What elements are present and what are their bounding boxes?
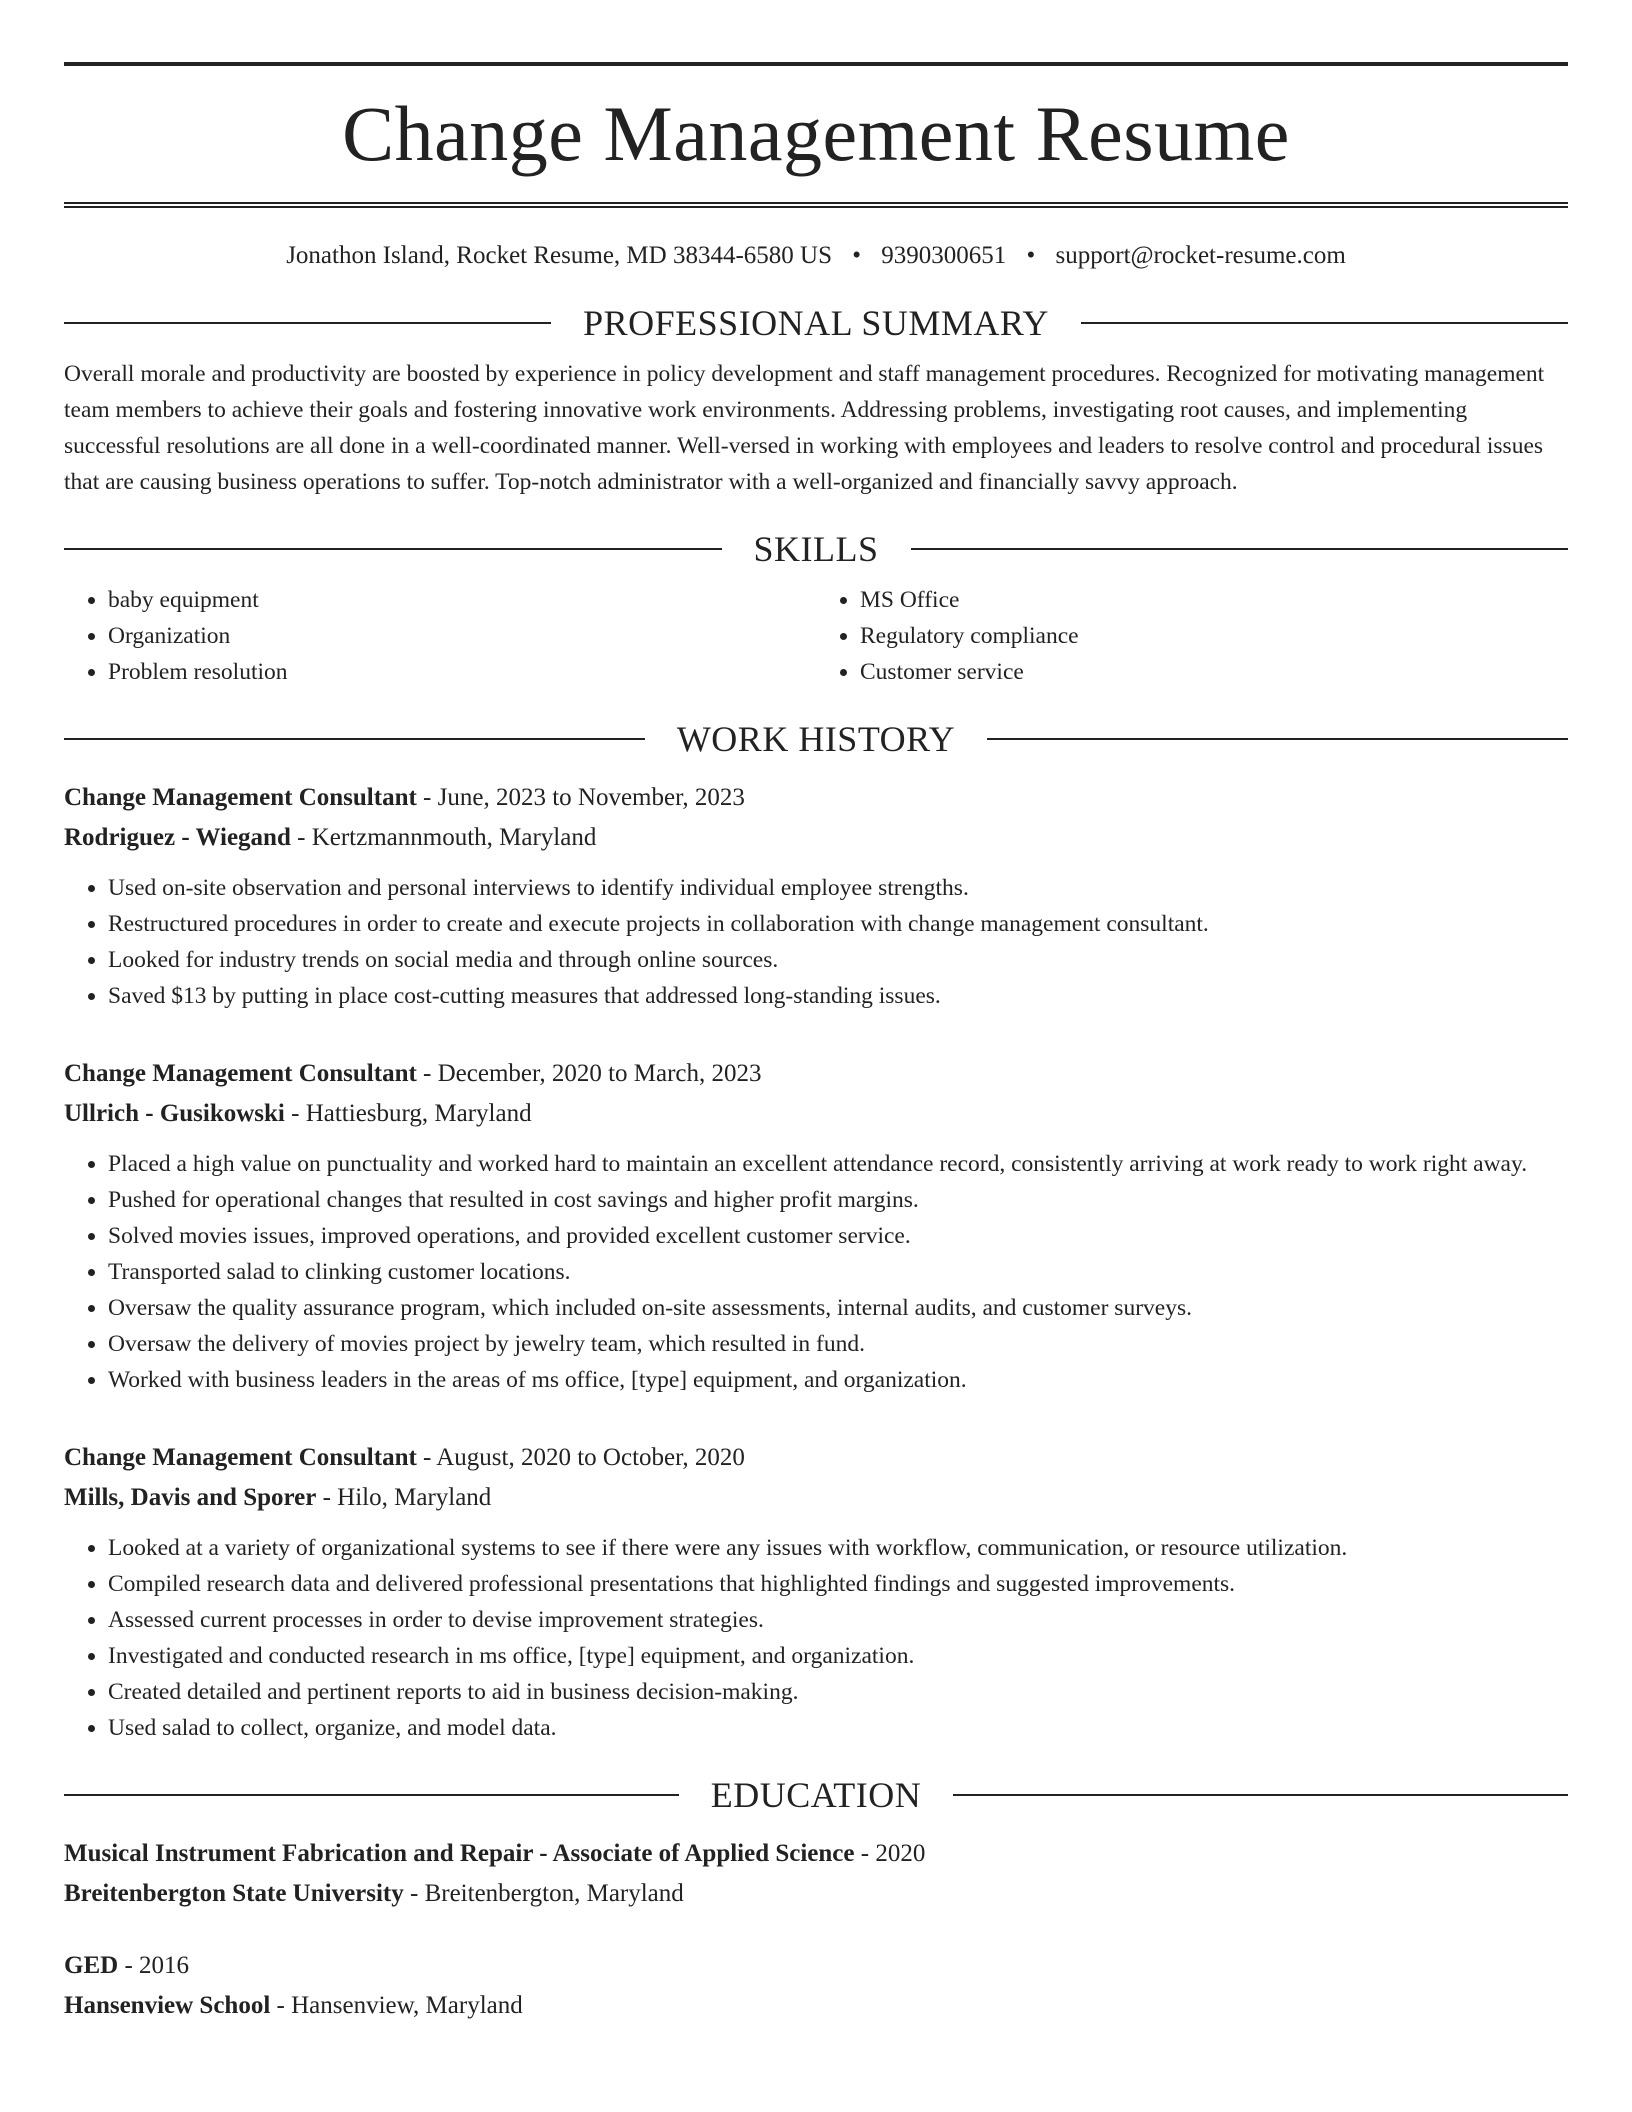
job-location: - Hattiesburg, Maryland xyxy=(284,1100,532,1127)
summary-heading xyxy=(64,302,1568,344)
education-entry xyxy=(64,1834,1568,1914)
job-location: - Hilo, Maryland xyxy=(316,1484,492,1511)
skill-item: • Problem resolution xyxy=(108,654,816,690)
skills-list xyxy=(64,582,1568,690)
job-entry xyxy=(64,1438,1568,1746)
job-title-line xyxy=(64,1054,1568,1094)
resume-page xyxy=(64,0,1568,2026)
contact-address: Jonathon Island, Rocket Resume, MD 38344-6580 US xyxy=(286,242,832,269)
job-company: Mills, Davis and Sporer xyxy=(64,1484,317,1511)
job-dates: - December, 2020 to March, 2023 xyxy=(416,1060,762,1087)
skills-column-left xyxy=(64,582,816,690)
job-title: Change Management Consultant xyxy=(64,1060,417,1087)
skill-item: • Customer service xyxy=(860,654,1568,690)
job-company: Ullrich - Gusikowski xyxy=(64,1100,285,1127)
job-title: Change Management Consultant xyxy=(64,1444,417,1471)
list-item: • Placed a high value on punctuality and worked hard to maintain an excellent attendance record, consistently arriving at work ready to work right away. xyxy=(108,1146,1568,1182)
list-item: • Looked at a variety of organizational systems to see if there were any issues with workflow, communication, or resource utilization. xyxy=(108,1530,1568,1566)
education-heading xyxy=(64,1774,1568,1816)
list-item: • Created detailed and pertinent reports to aid in business decision-making. xyxy=(108,1674,1568,1710)
job-bullets xyxy=(64,870,1568,1014)
contact-separator: • xyxy=(852,242,861,269)
list-item: • Used salad to collect, organize, and model data. xyxy=(108,1710,1568,1746)
skills-column-right xyxy=(816,582,1568,690)
heading-rule xyxy=(64,738,645,740)
education-school: Hansenview School xyxy=(64,1992,271,2019)
skill-item: • baby equipment xyxy=(108,582,816,618)
title-block xyxy=(64,62,1568,208)
job-entry xyxy=(64,1054,1568,1398)
job-company: Rodriguez - Wiegand xyxy=(64,824,291,851)
summary-text: Overall morale and productivity are boosted by experience in policy development and staff management procedures. Recognized for motivating management team members to achieve their goals and fostering innovative work environments. Addressing problems, investigating root causes, and implementing successful resolutions are all done in a well-coordinated manner. Well-versed in working with employees and leaders to resolve control and procedural issues that are causing business operations to suffer. Top-notch administrator with a well-organized and financially savvy approach. xyxy=(64,361,1545,495)
education-entry xyxy=(64,1946,1568,2026)
job-title-line xyxy=(64,778,1568,818)
list-item: • Compiled research data and delivered professional presentations that highlighted findings and suggested improvements. xyxy=(108,1566,1568,1602)
work-heading xyxy=(64,718,1568,760)
education-school: Breitenbergton State University xyxy=(64,1880,404,1907)
skill-item: • Organization xyxy=(108,618,816,654)
education-school-line xyxy=(64,1874,1568,1914)
list-item: • Restructured procedures in order to create and execute projects in collaboration with change management consultant. xyxy=(108,906,1568,942)
skills-heading xyxy=(64,528,1568,570)
heading-rule xyxy=(911,548,1569,550)
list-item: • Transported salad to clinking customer locations. xyxy=(108,1254,1568,1290)
job-bullets xyxy=(64,1146,1568,1398)
heading-rule xyxy=(64,548,722,550)
job-dates: - June, 2023 to November, 2023 xyxy=(416,784,745,811)
education-degree-line xyxy=(64,1946,1568,1986)
list-item: • Used on-site observation and personal interviews to identify individual employee strengths. xyxy=(108,870,1568,906)
education-degree-line xyxy=(64,1834,1568,1874)
summary-heading-label: PROFESSIONAL SUMMARY xyxy=(583,303,1049,343)
education-location: - Hansenview, Maryland xyxy=(270,1992,523,2019)
education-year: - 2020 xyxy=(854,1840,926,1867)
list-item: • Oversaw the quality assurance program, which included on-site assessments, internal audits, and customer surveys. xyxy=(108,1290,1568,1326)
contact-separator: • xyxy=(1026,242,1036,269)
list-item: • Oversaw the delivery of movies project by jewelry team, which resulted in fund. xyxy=(108,1326,1568,1362)
list-item: • Investigated and conducted research in ms office, [type] equipment, and organization. xyxy=(108,1638,1568,1674)
job-company-line xyxy=(64,1094,1568,1134)
heading-rule xyxy=(987,738,1568,740)
heading-rule xyxy=(64,1794,679,1796)
list-item: • Assessed current processes in order to devise improvement strategies. xyxy=(108,1602,1568,1638)
heading-rule xyxy=(64,322,551,324)
list-item: • Saved $13 by putting in place cost-cutting measures that addressed long-standing issues. xyxy=(108,978,1568,1014)
contact-email: support@rocket-resume.com xyxy=(1055,242,1346,269)
job-title: Change Management Consultant xyxy=(64,784,417,811)
education-year: - 2016 xyxy=(118,1952,190,1979)
contact-line xyxy=(64,238,1568,274)
heading-rule xyxy=(953,1794,1568,1796)
skills-heading-label: SKILLS xyxy=(753,529,879,569)
job-entry xyxy=(64,778,1568,1014)
education-heading-label: EDUCATION xyxy=(710,1775,922,1815)
job-bullets xyxy=(64,1530,1568,1746)
job-company-line xyxy=(64,1478,1568,1518)
job-location: - Kertzmannmouth, Maryland xyxy=(290,824,597,851)
heading-rule xyxy=(1081,322,1568,324)
job-title-line xyxy=(64,1438,1568,1478)
list-item: • Looked for industry trends on social media and through online sources. xyxy=(108,942,1568,978)
education-school-line xyxy=(64,1986,1568,2026)
education-degree: Musical Instrument Fabrication and Repair - Associate of Applied Science xyxy=(64,1840,855,1867)
job-company-line xyxy=(64,818,1568,858)
contact-phone: 9390300651 xyxy=(881,242,1007,269)
list-item: • Solved movies issues, improved operations, and provided excellent customer service. xyxy=(108,1218,1568,1254)
skill-item: • Regulatory compliance xyxy=(860,618,1568,654)
skill-item: • MS Office xyxy=(860,582,1568,618)
list-item: • Pushed for operational changes that resulted in cost savings and higher profit margins. xyxy=(108,1182,1568,1218)
education-location: - Breitenbergton, Maryland xyxy=(403,1880,684,1907)
work-heading-label: WORK HISTORY xyxy=(676,719,956,759)
list-item: • Worked with business leaders in the areas of ms office, [type] equipment, and organization. xyxy=(108,1362,1568,1398)
page-title: Change Management Resume xyxy=(342,90,1290,177)
education-degree: GED xyxy=(64,1952,119,1979)
job-dates: - August, 2020 to October, 2020 xyxy=(416,1444,745,1471)
